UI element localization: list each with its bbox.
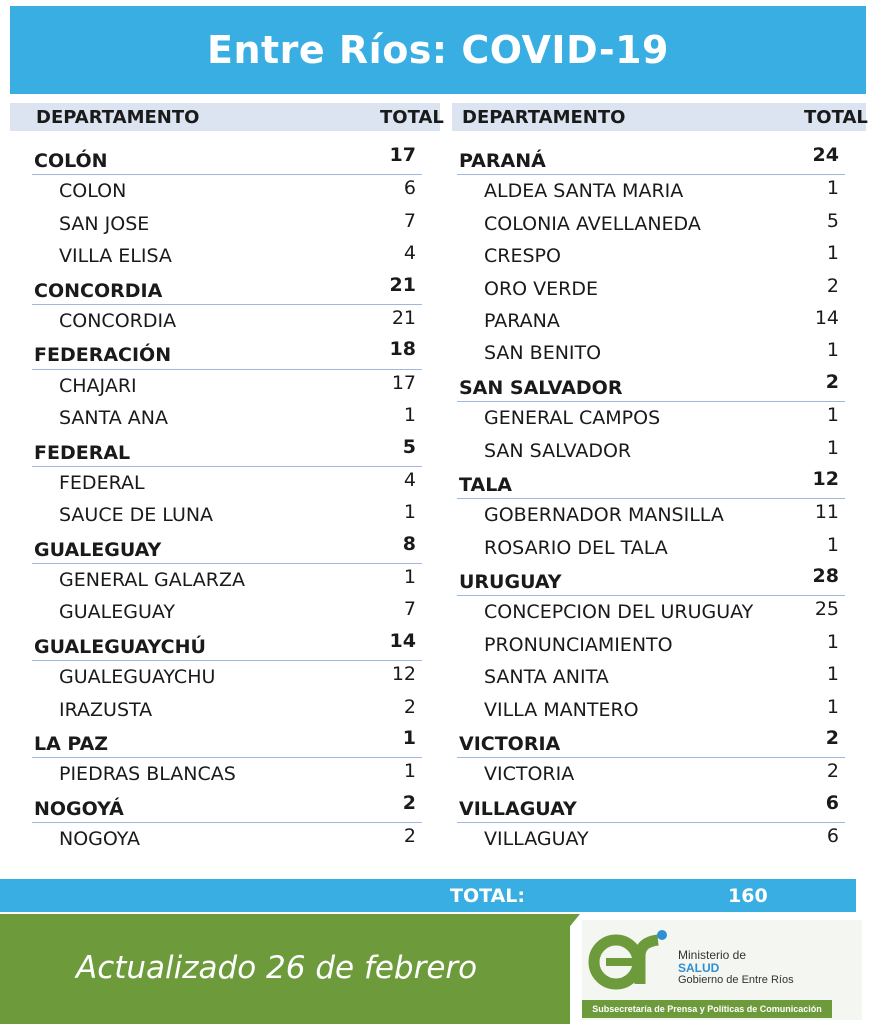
locality-total: 1 [826, 404, 839, 427]
total-bar [0, 879, 856, 912]
updated-date: Actualizado 26 de febrero [76, 950, 478, 986]
department-name: GUALEGUAY [34, 538, 162, 561]
left-column-header [10, 103, 444, 131]
locality-name: VILLA MANTERO [484, 698, 639, 721]
department-name: NOGOYÁ [34, 797, 124, 820]
locality-name: SAN SALVADOR [484, 439, 632, 462]
locality-row [457, 239, 845, 271]
right-total-header: TOTAL [804, 107, 868, 128]
locality-row [457, 336, 845, 368]
locality-row [32, 239, 422, 271]
right-column-header [452, 103, 866, 131]
department-name: FEDERACIÓN [34, 344, 172, 367]
locality-total: 7 [403, 598, 416, 621]
locality-row [457, 660, 845, 692]
locality-name: PIEDRAS BLANCAS [59, 763, 236, 786]
department-row [32, 336, 422, 368]
locality-name: CONCEPCION DEL URUGUAY [484, 601, 754, 624]
locality-total: 1 [826, 630, 839, 653]
locality-name: GENERAL CAMPOS [484, 407, 661, 430]
locality-name: CRESPO [484, 245, 561, 268]
department-row [32, 272, 422, 304]
locality-name: GOBERNADOR MANSILLA [484, 504, 724, 527]
locality-name: GUALEGUAYCHU [59, 666, 216, 689]
locality-row [32, 401, 422, 433]
department-total: 28 [812, 565, 839, 588]
locality-row [457, 757, 845, 789]
department-name: URUGUAY [459, 571, 562, 594]
locality-row [457, 628, 845, 660]
locality-total: 1 [826, 695, 839, 718]
department-name: PARANÁ [459, 150, 546, 172]
locality-total: 4 [403, 242, 416, 265]
locality-row [32, 369, 422, 401]
locality-total: 4 [403, 468, 416, 491]
org-line-1: Ministerio de [678, 948, 747, 962]
department-total: 12 [812, 467, 839, 490]
footer [0, 912, 870, 1024]
footer-diagonal [490, 914, 580, 1024]
department-row [32, 434, 422, 466]
department-total: 5 [402, 435, 416, 458]
locality-total: 2 [826, 274, 839, 297]
locality-row [32, 207, 422, 239]
department-row [457, 725, 845, 757]
department-name: VICTORIA [459, 733, 561, 756]
locality-row [32, 693, 422, 725]
department-name: FEDERAL [34, 441, 131, 464]
locality-name: VICTORIA [484, 763, 575, 786]
locality-row [457, 498, 845, 530]
locality-row [32, 757, 422, 789]
locality-total: 1 [403, 404, 416, 427]
locality-name: ROSARIO DEL TALA [484, 536, 668, 559]
locality-name: COLON [59, 180, 127, 203]
locality-total: 1 [826, 339, 839, 362]
locality-total: 2 [826, 760, 839, 783]
locality-total: 14 [814, 306, 839, 329]
department-name: GUALEGUAYCHÚ [34, 635, 206, 658]
locality-row [457, 272, 845, 304]
locality-row [32, 174, 422, 206]
locality-name: ORO VERDE [484, 277, 598, 300]
locality-total: 1 [826, 663, 839, 686]
locality-name: SAUCE DE LUNA [59, 504, 214, 527]
locality-row [457, 174, 845, 206]
locality-name: PRONUNCIAMIENTO [484, 633, 673, 656]
locality-total: 2 [403, 825, 416, 848]
department-total: 14 [389, 629, 416, 652]
locality-total: 1 [403, 566, 416, 589]
locality-total: 21 [391, 306, 416, 329]
locality-name: SANTA ANA [59, 407, 168, 430]
department-row [32, 628, 422, 660]
locality-total: 6 [403, 177, 416, 200]
locality-row [457, 693, 845, 725]
locality-name: NOGOYA [59, 828, 140, 851]
locality-total: 2 [403, 695, 416, 718]
locality-name: SAN BENITO [484, 342, 602, 365]
locality-name: SANTA ANITA [484, 666, 609, 689]
left-dept-header: DEPARTAMENTO [36, 107, 200, 128]
locality-row [457, 531, 845, 563]
locality-name: PARANA [484, 309, 560, 332]
total-value: 160 [728, 885, 768, 907]
department-row [32, 531, 422, 563]
department-row [457, 369, 845, 401]
right-dept-header: DEPARTAMENTO [462, 107, 626, 128]
locality-row [457, 207, 845, 239]
department-total: 2 [402, 791, 416, 814]
department-total: 6 [825, 791, 839, 814]
locality-name: COLONIA AVELLANEDA [484, 212, 701, 235]
locality-row [457, 401, 845, 433]
locality-total: 25 [814, 598, 839, 621]
subsecretaria-bar: Subsecretaría de Prensa y Políticas de Comunicación [582, 1000, 832, 1018]
locality-row [32, 304, 422, 336]
department-row [32, 790, 422, 822]
locality-name: FEDERAL [59, 471, 145, 494]
locality-name: VILLA ELISA [59, 245, 172, 268]
department-total: 17 [389, 144, 416, 166]
department-total: 8 [402, 532, 416, 555]
locality-total: 11 [814, 501, 839, 524]
department-total: 2 [825, 370, 839, 393]
department-row [457, 790, 845, 822]
locality-total: 1 [403, 760, 416, 783]
locality-name: IRAZUSTA [59, 698, 153, 721]
department-row [32, 725, 422, 757]
department-total: 18 [389, 338, 416, 361]
title-banner [10, 6, 866, 94]
page-title: Entre Ríos: COVID-19 [207, 28, 669, 72]
department-total: 21 [389, 273, 416, 296]
locality-total: 5 [826, 209, 839, 232]
org-line-2: SALUD [678, 961, 720, 975]
locality-name: ALDEA SANTA MARIA [484, 180, 684, 203]
locality-total: 1 [826, 436, 839, 459]
locality-row [457, 434, 845, 466]
locality-row [32, 660, 422, 692]
department-total: 1 [402, 727, 416, 750]
department-name: VILLAGUAY [459, 797, 577, 820]
er-logo-icon [588, 926, 674, 992]
locality-row [32, 563, 422, 595]
locality-row [457, 822, 845, 854]
locality-row [32, 466, 422, 498]
locality-name: GUALEGUAY [59, 601, 175, 624]
left-total-header: TOTAL [380, 107, 444, 128]
locality-total: 12 [391, 663, 416, 686]
locality-total: 7 [403, 209, 416, 232]
right-table [457, 142, 845, 855]
total-label: TOTAL: [450, 885, 526, 907]
locality-total: 1 [826, 533, 839, 556]
department-name: CONCORDIA [34, 279, 163, 302]
locality-total: 1 [826, 242, 839, 265]
ministry-logo-area [582, 920, 862, 1020]
department-name: COLÓN [34, 150, 108, 172]
locality-row [457, 304, 845, 336]
locality-name: CHAJARI [59, 374, 137, 397]
locality-name: GENERAL GALARZA [59, 569, 245, 592]
department-total: 2 [825, 727, 839, 750]
department-name: SAN SALVADOR [459, 376, 623, 399]
department-row [457, 466, 845, 498]
locality-total: 17 [391, 371, 416, 394]
locality-row [32, 595, 422, 627]
department-name: LA PAZ [34, 733, 109, 756]
locality-total: 1 [826, 177, 839, 200]
locality-row [457, 595, 845, 627]
locality-total: 1 [403, 501, 416, 524]
department-row [32, 142, 422, 174]
locality-name: CONCORDIA [59, 309, 177, 332]
department-row [457, 563, 845, 595]
locality-name: VILLAGUAY [484, 828, 589, 851]
org-line-3: Gobierno de Entre Ríos [678, 974, 794, 986]
department-row [457, 142, 845, 174]
locality-total: 6 [826, 825, 839, 848]
locality-name: SAN JOSE [59, 212, 150, 235]
locality-row [32, 822, 422, 854]
department-total: 24 [812, 144, 839, 166]
department-name: TALA [459, 473, 513, 496]
locality-row [32, 498, 422, 530]
left-table [32, 142, 422, 855]
